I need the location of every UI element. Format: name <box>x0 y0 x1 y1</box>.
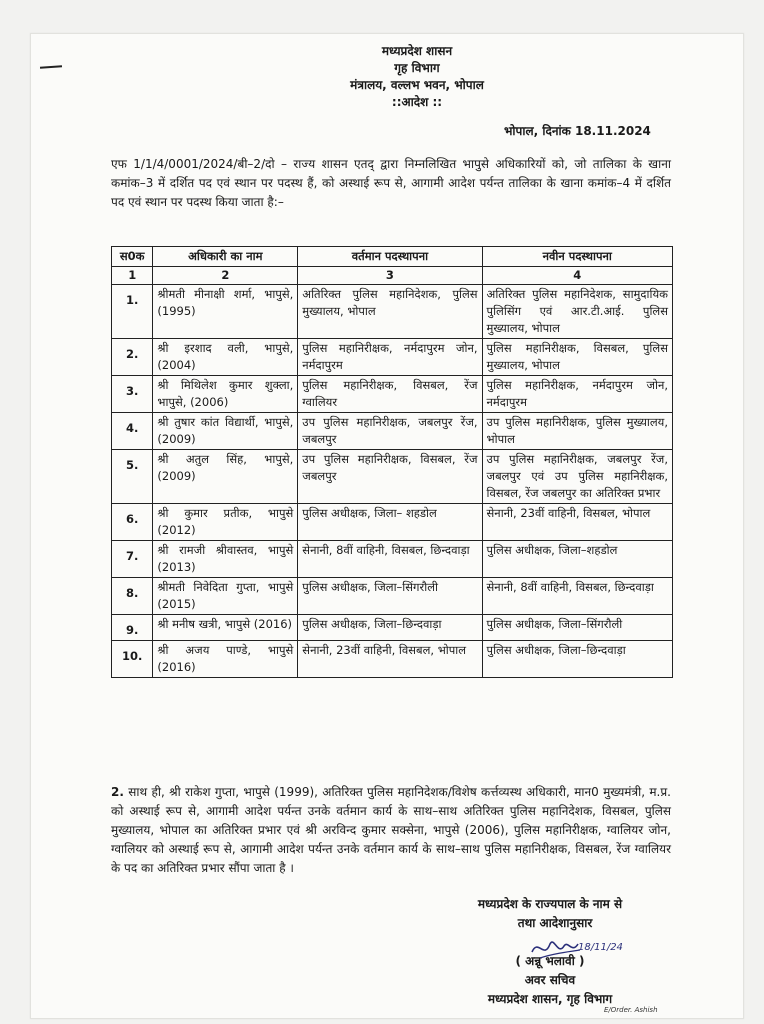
office-address: मंत्रालय, वल्लभ भवन, भोपाल <box>350 78 484 92</box>
letterhead <box>0 43 764 111</box>
current-posting-cell: अतिरिक्त पुलिस महानिदेशक, पुलिस मुख्यालय, भोपाल <box>298 285 482 339</box>
officer-name-cell: श्री रामजी श्रीवास्तव, भापुसे (2013) <box>153 541 298 578</box>
signatory-name: ( अन्नू भलावी ) <box>515 954 585 968</box>
officer-name-cell: श्री मिथिलेश कुमार शुक्ला, भापुसे, (2006) <box>153 376 298 413</box>
table-row <box>112 641 673 678</box>
serial-number-cell: 2. <box>112 339 153 376</box>
col-number: 4 <box>482 267 672 285</box>
officer-name-cell: श्री मनीष खत्री, भापुसे (2016) <box>153 615 298 641</box>
signature-date: 18/11/24 <box>578 942 623 953</box>
serial-number-cell: 8. <box>112 578 153 615</box>
officer-name-cell: श्रीमती निवेदिता गुप्ता, भापुसे (2015) <box>153 578 298 615</box>
serial-number-cell: 9. <box>112 615 153 641</box>
current-posting-cell: सेनानी, 8वीं वाहिनी, विसबल, छिन्दवाड़ा <box>298 541 482 578</box>
current-posting-cell: सेनानी, 23वीं वाहिनी, विसबल, भोपाल <box>298 641 482 678</box>
order-line: तथा आदेशानुसार <box>517 916 593 930</box>
posting-table <box>111 246 673 678</box>
current-posting-cell: पुलिस अधीक्षक, जिला– शहडोल <box>298 504 482 541</box>
new-posting-cell: सेनानी, 23वीं वाहिनी, विसबल, भोपाल <box>482 504 672 541</box>
paragraph-number: 2. <box>111 785 124 799</box>
table-row <box>112 450 673 504</box>
order-date: भोपाल, दिनांक 18.11.2024 <box>504 124 651 138</box>
table-colnum-row <box>112 267 673 285</box>
col-number: 1 <box>112 267 153 285</box>
table-row <box>112 615 673 641</box>
table-row <box>112 339 673 376</box>
col-header-current: वर्तमान पदस्थापना <box>298 247 482 267</box>
signatory-designation: अवर सचिव <box>524 973 576 987</box>
new-posting-cell: पुलिस अधीक्षक, जिला–छिन्दवाड़ा <box>482 641 672 678</box>
table-row <box>112 578 673 615</box>
current-posting-cell: पुलिस अधीक्षक, जिला–छिन्दवाड़ा <box>298 615 482 641</box>
handwritten-signature <box>528 930 623 970</box>
authority-line: मध्यप्रदेश के राज्यपाल के नाम से <box>477 897 623 911</box>
govt-name: मध्यप्रदेश शासन <box>381 44 453 58</box>
new-posting-cell: पुलिस महानिरीक्षक, विसबल, पुलिस मुख्यालय, भोपाल <box>482 339 672 376</box>
table-row <box>112 541 673 578</box>
current-posting-cell: उप पुलिस महानिरीक्षक, जबलपुर रेंज, जबलपुर <box>298 413 482 450</box>
col-header-sn: स0क <box>112 247 153 267</box>
serial-number-cell: 10. <box>112 641 153 678</box>
officer-name-cell: श्रीमती मीनाक्षी शर्मा, भापुसे, (1995) <box>153 285 298 339</box>
department-name: गृह विभाग <box>394 61 440 75</box>
serial-number-cell: 3. <box>112 376 153 413</box>
new-posting-cell: सेनानी, 8वीं वाहिनी, विसबल, छिन्दवाड़ा <box>482 578 672 615</box>
current-posting-cell: पुलिस महानिरीक्षक, विसबल, रेंज ग्वालियर <box>298 376 482 413</box>
serial-number-cell: 7. <box>112 541 153 578</box>
serial-number-cell: 5. <box>112 450 153 504</box>
serial-number-cell: 6. <box>112 504 153 541</box>
table-header-row <box>112 247 673 267</box>
new-posting-cell: उप पुलिस महानिरीक्षक, पुलिस मुख्यालय, भोपाल <box>482 413 672 450</box>
col-number: 3 <box>298 267 482 285</box>
paragraph-2-text: साथ ही, श्री राकेश गुप्ता, भापुसे (1999), अतिरिक्त पुलिस महानिदेशक/विशेष कर्त्तव्यस्थ अधिकारी, मान0 मुख्यमंत्री, म.प्र. को अस्थाई रूप से, आगामी आदेश पर्यन्त उनके वर्तमान कार्य के साथ–साथ अतिरिक्त पुलिस महानिदेशक, विसबल, पुलिस मुख्यालय, भोपाल का अतिरिक्त प्रभार एवं श्री अरविन्द कुमार सक्सेना, भापुसे (2006), पुलिस महानिरीक्षक, ग्वालियर जोन, ग्वालियर को अस्थाई रूप से, आगामी आदेश पर्यन्त उनके वर्तमान कार्य के साथ–साथ पुलिस महानिरीक्षक, विसबल, रेंज ग्वालियर के पद का अतिरिक्त प्रभार सौंपा जाता है । <box>111 785 671 875</box>
signatory-department: मध्यप्रदेश शासन, गृह विभाग <box>487 992 613 1006</box>
col-number: 2 <box>153 267 298 285</box>
officer-name-cell: श्री कुमार प्रतीक, भापुसे (2012) <box>153 504 298 541</box>
intro-paragraph: एफ 1/1/4/0001/2024/बी–2/दो – राज्य शासन एतद् द्वारा निम्नलिखित भापुसे अधिकारियों को, जो तालिका के खाना कमांक–3 में दर्शित पद एवं स्थान पर पदस्थ हैं, को अस्थाई रूप से, आगामी आदेश पर्यन्त तालिका के खाना कमांक–4 में दर्शित पद एवं स्थान पर पदस्थ किया जाता है:– <box>111 157 671 209</box>
new-posting-cell: पुलिस महानिरीक्षक, नर्मदापुरम जोन, नर्मदापुरम <box>482 376 672 413</box>
current-posting-cell: पुलिस अधीक्षक, जिला–सिंगरौली <box>298 578 482 615</box>
serial-number-cell: 1. <box>112 285 153 339</box>
new-posting-cell: पुलिस अधीक्षक, जिला–शहडोल <box>482 541 672 578</box>
file-note: E/Order. Ashish <box>604 1006 658 1014</box>
table-row <box>112 285 673 339</box>
officer-name-cell: श्री इरशाद वली, भापुसे, (2004) <box>153 339 298 376</box>
col-header-officer: अधिकारी का नाम <box>153 247 298 267</box>
current-posting-cell: उप पुलिस महानिरीक्षक, विसबल, रेंज जबलपुर <box>298 450 482 504</box>
new-posting-cell: उप पुलिस महानिरीक्षक, जबलपुर रेंज, जबलपुर एवं उप पुलिस महानिरीक्षक, विसबल, रेंज जबलपुर का अतिरिक्त प्रभार <box>482 450 672 504</box>
table-row <box>112 376 673 413</box>
table-row <box>112 413 673 450</box>
table-body <box>112 285 673 678</box>
new-posting-cell: अतिरिक्त पुलिस महानिदेशक, सामुदायिक पुलिसिंग एवं आर.टी.आई. पुलिस मुख्यालय, भोपाल <box>482 285 672 339</box>
paragraph-2 <box>111 783 671 878</box>
officer-name-cell: श्री अतुल सिंह, भापुसे, (2009) <box>153 450 298 504</box>
new-posting-cell: पुलिस अधीक्षक, जिला–सिंगरौली <box>482 615 672 641</box>
table-row <box>112 504 673 541</box>
officer-name-cell: श्री अजय पाण्डे, भापुसे (2016) <box>153 641 298 678</box>
col-header-new: नवीन पदस्थापना <box>482 247 672 267</box>
serial-number-cell: 4. <box>112 413 153 450</box>
current-posting-cell: पुलिस महानिरीक्षक, नर्मदापुरम जोन, नर्मदापुरम <box>298 339 482 376</box>
officer-name-cell: श्री तुषार कांत विद्यार्थी, भापुसे, (2009) <box>153 413 298 450</box>
order-title: ::आदेश :: <box>391 95 443 109</box>
